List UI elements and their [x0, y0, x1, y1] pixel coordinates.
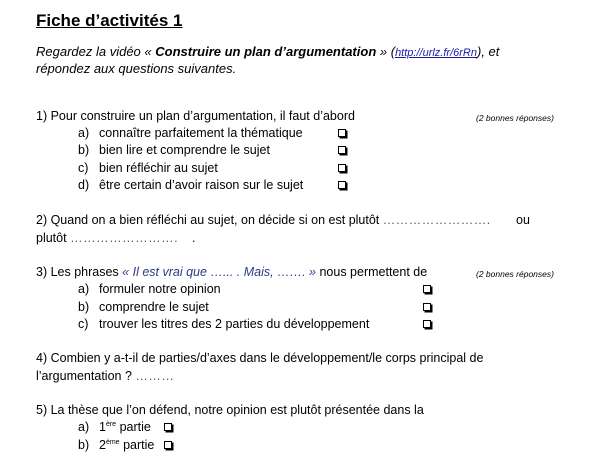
- question-4-line-1: 4) Combien y a-t-il de parties/d’axes dans le développement/le corps principal de: [36, 351, 484, 365]
- option-text: connaître parfaitement la thématique: [99, 126, 303, 140]
- q3-checkbox-b[interactable]: [423, 303, 431, 311]
- option-text: formuler notre opinion: [99, 282, 221, 296]
- option-text: être certain d’avoir raison sur le sujet: [99, 178, 304, 192]
- question-text: 3) Les phrases: [36, 265, 119, 279]
- q1-checkbox-d[interactable]: [338, 181, 346, 189]
- option-letter: c): [78, 317, 89, 331]
- option-text: 1ère partie: [99, 420, 151, 434]
- option-letter: c): [78, 161, 89, 175]
- option-letter: b): [78, 438, 90, 452]
- intro-text: ), et: [476, 44, 500, 59]
- option-text: bien réfléchir au sujet: [99, 161, 218, 175]
- worksheet-title: Fiche d’activités 1: [36, 11, 183, 30]
- video-link[interactable]: http://urlz.fr/6rRn: [395, 47, 477, 59]
- question-2-line-2: [36, 231, 195, 245]
- answer-blank[interactable]: …………………….: [382, 213, 491, 227]
- q3-checkbox-c[interactable]: [423, 320, 431, 328]
- question-5: 5) La thèse que l’on défend, notre opinion est plutôt présentée dans la: [36, 403, 424, 417]
- answer-blank[interactable]: ………: [135, 369, 175, 383]
- option-text: comprendre le sujet: [99, 300, 209, 314]
- question-2-line-1: [36, 213, 491, 227]
- q3-checkbox-a[interactable]: [423, 285, 431, 293]
- option-letter: a): [78, 282, 90, 296]
- option-text: trouver les titres des 2 parties du développement: [99, 317, 370, 331]
- question-1-note: (2 bonnes réponses): [476, 113, 554, 123]
- option-letter: a): [78, 126, 90, 140]
- option-letter: d): [78, 178, 90, 192]
- question-4-line-2: [36, 369, 174, 383]
- question-text: 2) Quand on a bien réfléchi au sujet, on décide si on est plutôt: [36, 213, 380, 227]
- question-2-or: ou: [516, 213, 530, 227]
- option-letter: a): [78, 420, 90, 434]
- question-text: plutôt: [36, 231, 67, 245]
- intro-line-2: répondez aux questions suivantes.: [36, 61, 237, 76]
- question-text: .: [191, 231, 196, 245]
- question-text: nous permettent de: [319, 265, 428, 279]
- question-3-note: (2 bonnes réponses): [476, 269, 554, 279]
- q1-checkbox-a[interactable]: [338, 129, 346, 137]
- q1-checkbox-c[interactable]: [338, 164, 346, 172]
- question-1: 1) Pour construire un plan d’argumentation, il faut d’abord: [36, 109, 355, 123]
- question-3: [36, 265, 427, 279]
- video-title: Construire un plan d’argumentation: [155, 44, 377, 59]
- q5-checkbox-a[interactable]: [164, 423, 172, 431]
- option-letter: b): [78, 300, 90, 314]
- intro-text: » (: [376, 44, 396, 59]
- answer-blank[interactable]: …………………….: [70, 231, 179, 245]
- option-letter: b): [78, 143, 90, 157]
- question-text: l’argumentation ?: [36, 369, 132, 383]
- example-phrase: « Il est vrai que …... . Mais, ……. »: [122, 265, 316, 279]
- intro-text: Regardez la vidéo «: [36, 44, 156, 59]
- q5-checkbox-b[interactable]: [164, 441, 172, 449]
- option-text: 2ème partie: [99, 438, 155, 452]
- intro-line-1: [36, 44, 499, 59]
- q1-checkbox-b[interactable]: [338, 146, 346, 154]
- option-text: bien lire et comprendre le sujet: [99, 143, 270, 157]
